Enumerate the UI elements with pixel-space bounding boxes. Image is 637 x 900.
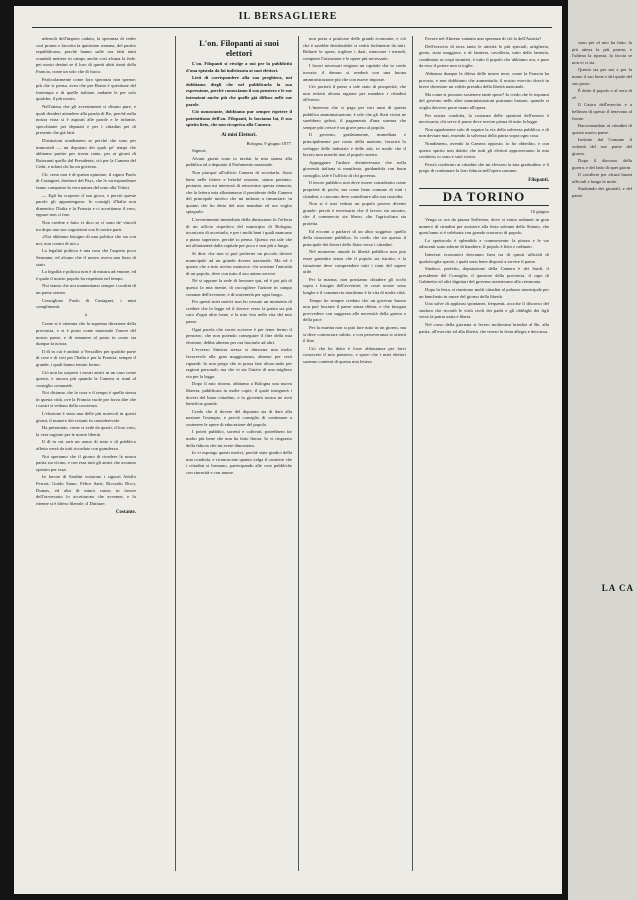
- paragraph: Il dì in cui sarà un uomo di stato e di pubblico affetto verrà da tutti ricordato con grandezza.: [36, 439, 136, 452]
- paragraph: Abbiamo dunque la difesa delle nostre terre, come la Francia ha provato, e non dobbiamo che aumentarla; il nostro esercito dovrà in breve diventare un valido presidio della libertà nazionale.: [419, 70, 549, 90]
- paragraph: Io vi espongo questi motivi, perchè siate giudici della mia condotta, e riconosciate quanto valga il carattere che i cittadini si formano, partecipando alle cose pubbliche con sincerità e con amore.: [186, 450, 292, 476]
- paragraph: I lavori necessari esigono un capitale che io credo trovato: il denaro si renderà con una buona amministrazione più che con nuove imposte.: [303, 63, 406, 82]
- paragraph: Dopo la festa, si riunirono molti cittadini al palazzo municipale per un banchetto in onore del giorno della libertà.: [419, 287, 549, 299]
- paragraph: Distinzioni nondimeno se perché che sono per immortali — un deputato dei quali pe' tempi che abbiamo partire per trovar tanto, per ai giorni di Ruizzanti quello dal Presidente, ciò per la Camera del Ceda, e infatti chi ha un governo.: [36, 137, 136, 170]
- paragraph: Noi siamo che noi manteniamo sempre i confini di un paese onesto.: [36, 283, 136, 295]
- paragraph: non porta a praticare delle grandi economie, e ciò che è sarebbe desiderabile si vedrà facilmente da tutti. Ridurre le spese, togliere i dazi, rinnovare i metodi, compiere l'istruzione e le opere più necessarie.: [303, 36, 406, 61]
- paragraph: Nel momento attuale la libertà pubblica non può esser garantita senza che il popolo sia istruito, e la istruzione deve comprendere tutti i rami del sapere utile.: [303, 249, 406, 275]
- section-title: DA TORINO: [419, 188, 549, 206]
- masthead-rule: [32, 27, 552, 28]
- paragraph: sono per al uno ha fatto, la più attesa la più pronta, e l'ultima la riposta, la faccia se non vi ci sia.: [572, 40, 632, 65]
- paragraph: La legalità e politica non è di misura ad entrare, ed è quale il nostro popolo ha rispettato nel tempo.: [36, 269, 136, 281]
- column-2: [186, 36, 292, 871]
- paragraph: Tempo ho sempre creduto che un governo buono non può lasciare il paese senza difesa, e che bisogna provvedere con saggezza alle necessità della guerra e della pace.: [303, 297, 406, 323]
- adjacent-page: [568, 0, 637, 900]
- paragraph: Consigliato Paolo di Castagnet, i mini complimenti.: [36, 297, 136, 310]
- paragraph: L'eccesso Sinistra stessa si dimostra non molto favorevole alla gran maggioranza, almeno per certi riguardi. Io non prego che io possa fare alcun male per ragioni personali, ma che vi sia l'inizio di una migliore via per la legge.: [186, 347, 292, 379]
- paragraph: Non credete e fatto vi dico se ci sono de' vincoli tra dopo uno sue cognizioni con le nostre parti.: [36, 220, 136, 232]
- paragraph: Non si è mai veduto un popolo povero divenir grande: perciò è necessario che il lavoro sia onorato, che il commercio sia libero, che l'agricoltura sia protetta.: [303, 201, 406, 227]
- paragraph: Credo che il dovere del deputato sia di dare alla nazione l'esempio, e perciò consiglio di continuare a sostenere le opere di educazione del popolo.: [186, 408, 292, 427]
- paragraph: Per la marina non si può fare tutto in un giorno, ma si deve cominciare subito, e con perseveranza si otterrà il fine.: [303, 324, 406, 344]
- adjacent-page-column: [572, 40, 632, 860]
- column-1-paragraphs: [36, 36, 136, 311]
- paragraph: Interessi economici dovranno farsi tra di questi ufficiali di qualsivoglia specie, i quali sono bene disposti a servire il paese.: [419, 252, 549, 264]
- paragraph: Studiando dei giornali, e del paese.: [572, 186, 632, 199]
- paragraph: È detto il popolo e al vero di sé.: [572, 88, 632, 100]
- letter-signature: Filopanti.: [528, 177, 549, 183]
- paragraph: Nè si oppone la sede di lavorare qui, ed è poi più di questo la mia mente, di raccogliere l'azione in campo comune dell'avvenire, e di sostenerla per ogni luogo.: [186, 278, 292, 297]
- column-divider: [298, 36, 299, 871]
- paragraph: Alcuni giorni sono io invitai la mia stanza alla pubblica ed a deputato il Parlamento nazionale.: [186, 155, 292, 168]
- paragraph: Ciò non ha sorpresi i nostri amici in un caso come questo, e ancora più quando la Camera si riunì al consiglio comunale.: [36, 369, 136, 388]
- paragraph: Dopo il mio ritorno, abbiamo a Bologna una nuova libreria, pubblicata in molte copie, il quale insegnerà i doveri del buon cittadino, e la gioventù nostra ne avrà beneficio grande.: [186, 381, 292, 407]
- letter-dateline: Bologna, 9 giugno 1877.: [246, 140, 292, 146]
- paragraph: — Egli ha scoperto il suo gioco, e perciò queste parole gli appartengono: le consigli d'Italia non dimentico l'Italia e la Francia e ci accettiamo il vero, eppure non ci fare.: [36, 192, 136, 218]
- paragraph: Perciò confermo ai cittadini che mi elessero la mia gratitudine, e li prego di continuare la loro fiducia nell'opera comune.: [419, 161, 549, 174]
- paragraph: Una salve di applausi spontanei, frequenti, accolse il discorso del sindaco che ricordò le virtù civili dei padri e gli obblighi dei figli verso la patria unita e libera.: [419, 301, 549, 320]
- paragraph: Il Castro dell'esercito e a bellezza di questo il tenevano al fronte.: [572, 102, 632, 121]
- paragraph: Il governo, gradatamente, immediata e principalmente per conto della nazione, favorirà lo sviluppo delle industrie e delle arti, in modo che il lavoro non manchi mai al popolo onesto.: [303, 132, 406, 158]
- paragraph: Appoggiare l'ardore disinteressato che nella gioventù italiana si manifesta, guidandola con buon consiglio, tale è l'ufficio di chi governa.: [303, 159, 406, 178]
- paragraph: Per la marina, non possiamo chiudere gli occhi sopra i bisogni dell'avvenire; le coste nostre sono lunghe e il commercio marittimo è la vita di molte città.: [303, 276, 406, 295]
- section-separator: ×: [84, 312, 88, 319]
- column-divider: [412, 36, 413, 871]
- newspaper-page: [14, 6, 562, 894]
- letter-heading: Ai miei Elettori.: [221, 131, 257, 138]
- adjacent-section-tag: LA CA: [601, 583, 634, 593]
- paragraph: I poteri pubblici, sorretti e coltivati, potrebbero far molto più bene che non ha fatto finora. Io vi ringrazio della fiducia che mi avete dimostrata.: [186, 429, 292, 448]
- paragraph: Non ugualmente solo di seguire la via della salvezza pubblica, e di non deviare mai, essendo la salvezza della patria sopra ogni cosa.: [419, 126, 549, 139]
- column-3-paragraphs: [303, 36, 406, 366]
- paragraph: Ciò porterà il paese a tale stato di prosperità, che non resterà alcuna ragione per mandare i cittadini all'estero.: [303, 84, 406, 103]
- column-1-paragraphs-2: [36, 321, 136, 507]
- section-date: 10 giugno: [530, 209, 549, 215]
- paragraph: Sindaco, prefetto, deputazione della Camera è dei Sardi, il presidente del Consiglio, il questore della provincia, il capo di Gabinetto ed altri dignitari del governo assistevano alla cerimonia.: [419, 266, 549, 285]
- paragraph: Ha presentato, come si vede da questi, il loro voto, la vera ragione per le nostre libertà.: [36, 425, 136, 437]
- paragraph: La legalità politica è una cosa che l'aspetto poco Sarmano, ed alcuno che il nostro aveva una linea di stato.: [36, 248, 136, 267]
- column-4-paragraphs-2: [419, 217, 549, 335]
- column-1: [36, 36, 136, 871]
- column-divider: [175, 36, 176, 871]
- article-signature: Costante.: [115, 510, 136, 516]
- masthead: IL BERSAGLIERE: [238, 11, 338, 22]
- adjacent-page-paragraphs: [572, 40, 632, 200]
- paragraph: L'elezione è stata una delle più notevoli in questi giorni, il numero dei votanti fu considerevole.: [36, 411, 136, 423]
- paragraph: Dopo il discorso della guerra, e del fatto di quei giorni.: [572, 158, 632, 170]
- paragraph: Come si è ottenuta che la suprema direzione della provincia, e si è posto come nazionale l'onore del nostro paese, e di rimanere al posto in conto sia dunque la nostra.: [36, 321, 136, 347]
- paragraph: Il cavaliere per alcuni buoni ufficiali e lungo la notte.: [572, 172, 632, 184]
- paragraph: Il dì in cui è andato a Versailles per qualche parte di cose e di voti per l'Italia e per la Francia, sempre il grande, i quali hanno tenuto fermo.: [36, 348, 136, 367]
- paragraph: L'interesse che ci paga pei vari rami di questa pubblica amministrazione, è tale che gli Stati vicini ne sarebbero gelosi; il pagamento d'una somma che sempre più cresce è un grave peso al popolo.: [303, 104, 406, 130]
- paragraph: Per questi miei motivi non ho cessato un momento di credere che la legge ed il dovere verso la patria sia più caro d'ogni altro bene, e la mia vita nella vita del mio paese.: [186, 299, 292, 324]
- paragraph: L'avvenimento immediato della dimissione fu l'offerta di un ufficio rispettivo del municipio di Bologna, incaricato di accettarla, e per i molti beni i quali mancano a piano superiore, perchè io penso. Questo era tale che mi allontanerà dalla capitale per poco e non più a lungo.: [186, 217, 292, 249]
- article-intro: L'on. Filopanti si rivolge a noi per la pubblicità d'una epistola da lui indirizzata ai suoi elettori.: [186, 61, 292, 73]
- paragraph: Invitato dal Comune il volontà del suo paese del giorno.: [572, 137, 632, 156]
- column-2-paragraphs: [186, 156, 292, 477]
- article-intro: Lieti di corrispondere alla sua preghiera, noi dobbiamo dirgli che nel pubblicarla la sua espressione, perchè conosciamo il suo pensiero e le sue intenzioni anche più che quelle già diffuse nelle sue parole.: [186, 75, 292, 107]
- paragraph: «Noi abbiamo bisogno di una politica che sia con noi, non contro di noi.»: [36, 234, 136, 246]
- paragraph: Ogni parola che vorrei scrivere è per tener fermo il pensiero, che non potendo conseguire il fine della mia elezione, debba almeno per ora lasciarlo ad altri.: [186, 326, 292, 345]
- paragraph: In favore di Sardini votarono i signori Adolfo Ferrari, Guido Stano, Felice Sarti, Riccardo Ricci, Dumas, ed altri di minor conto; in favore dell'avversario lo accettarono che avvenne, e lo ritenne si è difeso liberale, il Dufaure.: [36, 474, 136, 506]
- column-4: [419, 36, 549, 871]
- paragraph: Dell'esercito di terra tanto le attività le più speciali, artiglieria, genio, stato maggiore, e di fanteria, cavalleria, tutto della fanteria, combinato ai corpi stranieri, è tutto il popolo che abbiamo ora, e pure da esso il potere non si toglie.: [419, 43, 549, 69]
- paragraph: Ed eccomi a parlarvi di un altro soggetto: quello della istruzione pubblica. Io credo che sia questo il principale dei doveri dello Stato verso i cittadini.: [303, 228, 406, 247]
- column-3: [303, 36, 406, 871]
- article-headline: L'on. Filopanti ai suoi elettori: [199, 38, 279, 58]
- paragraph: Noi diciamo che la cosa e il tempo è quella stessa in questa città, ove la Francia vuole per forza dire che i nostri si vedono della coscienza.: [36, 390, 136, 409]
- paragraph: Per nostra condotta, la costanza delle opinioni dell'onesto è necessaria; chi serve il paese deve servire prima di tutto la legge.: [419, 112, 549, 125]
- paragraph: Particolarmente come loro speranza non spense; più che si pensa, avea che per Roma è questione del frattempo e di quelle italiane, andante le per solo qualche, il più nostro.: [36, 76, 136, 102]
- paragraph: Venga or ora da piazza Solferino, dove si erano radunati in gran numero di cittadini per assistere alla festa solenne dello Statuto, che quest'anno si è celebrata con grande concorso di popolo.: [419, 217, 549, 236]
- paragraph: Il tesoro pubblico non deve essere considerato come proprietà di pochi, ma come bene comune di tutti i cittadini, e ciascuno deve contribuire alla sua custodia.: [303, 180, 406, 199]
- paragraph: Ch. certo non è di questa opinione, il signor Paolo di Castagnet, direttore del Pays, che le corrispondenze fanno comparire la vera natura del tono alla Vidori.: [36, 171, 136, 191]
- paragraph: Ma come si possono sostenere tante spese? Io credo che le risparmi del governo nelle altre amministrazioni potranno bastare, quando si voglia davvero porre mano all'opera.: [419, 91, 549, 110]
- paragraph: Lo spettacolo è splendido e commovente: la piazza e le vie adiacenti sono adorne di bandiere, il popolo è lieto e ordinato.: [419, 237, 549, 250]
- paragraph: Raccomandato ai cittadini di questo nuovo paese.: [572, 123, 632, 135]
- paragraph: Nell'attesa che gli avvenimenti ci dicano pure, e quali desideri attendere alla parola di Ro, perchè nella nostra vista si è aspirati alle parole e le infamie, specchiante pei deputati e per i cittadini pei di presente che già fatti.: [36, 103, 136, 136]
- paragraph: Si dirà: che non si può preferire un piccolo dovere municipale ad un grande dovere nazionale. Ma ed è questo che a mio avviso mancava: chi sostiene l'autorità di un popolo, deve con tutto il suo animo servire.: [186, 251, 292, 276]
- paragraph: Non piacque all'ufficio Camera di accettarla. Sono bene nelle lettere e benché onorato, siamo pertanto, pertanto, non mi interessò di reinvestire questa rinuncia, che la lettera mia allontanasse il presidente della Camera del principale motivo che mi indusse a rinunciare: in quanto che ho detto del mio mandato ed ora voglio spiegarlo.: [186, 169, 292, 215]
- column-4-paragraphs: [419, 36, 549, 175]
- paragraph: Questo sia per noi e per la mano il suo bene e del quale del suo posto.: [572, 67, 632, 86]
- paragraph: Nel corso della giornata si fecero moltissimi brindisi al Re, alla patria, all'esercito ed alla libertà, che resero la festa allegra e decorosa.: [419, 321, 549, 334]
- paragraph: Ciò che ho detto è forse abbastanza per farvi conoscere il mio pensiero; e spero che i miei elettori saranno contenti di questa mia lettera.: [303, 345, 406, 364]
- paragraph: Nondimeno, avendo la Camera opposto, io ho obbedito, e con questo spirito non dubito che tutti gli elettori approveranno la mia condotta; io sono e sarò vostro.: [419, 140, 549, 160]
- paragraph: Favore nel Almeno vantano una speranza di ciò la dell'Austria?: [425, 36, 542, 41]
- letter-salutation: Signori,: [192, 148, 207, 154]
- article-intro: Ciò nonostante, dobbiamo pur sempre ripetere il patriottismo dell'on. Filopanti, lo lasciamo lui, il suo spirito lieto, che non ricopriva alla Camera.: [186, 109, 292, 128]
- paragraph: Noi speriamo che il giorno di rivedere la nostra patria sia vicino, e con essa tutti gli amici che avranno operato per essa.: [36, 453, 136, 472]
- paragraph: ndereoli dell'impero caduto, la speranza di veder così pronta e favorita la questione romana, del partito repubblicano, perchè hanno sulle ora fatti tanti scandali mettere in campo anche così alcuna la fede. pei nostri destini se il loro di questi abiti tienti della Francia, come un solo che di fuoco.: [36, 36, 136, 74]
